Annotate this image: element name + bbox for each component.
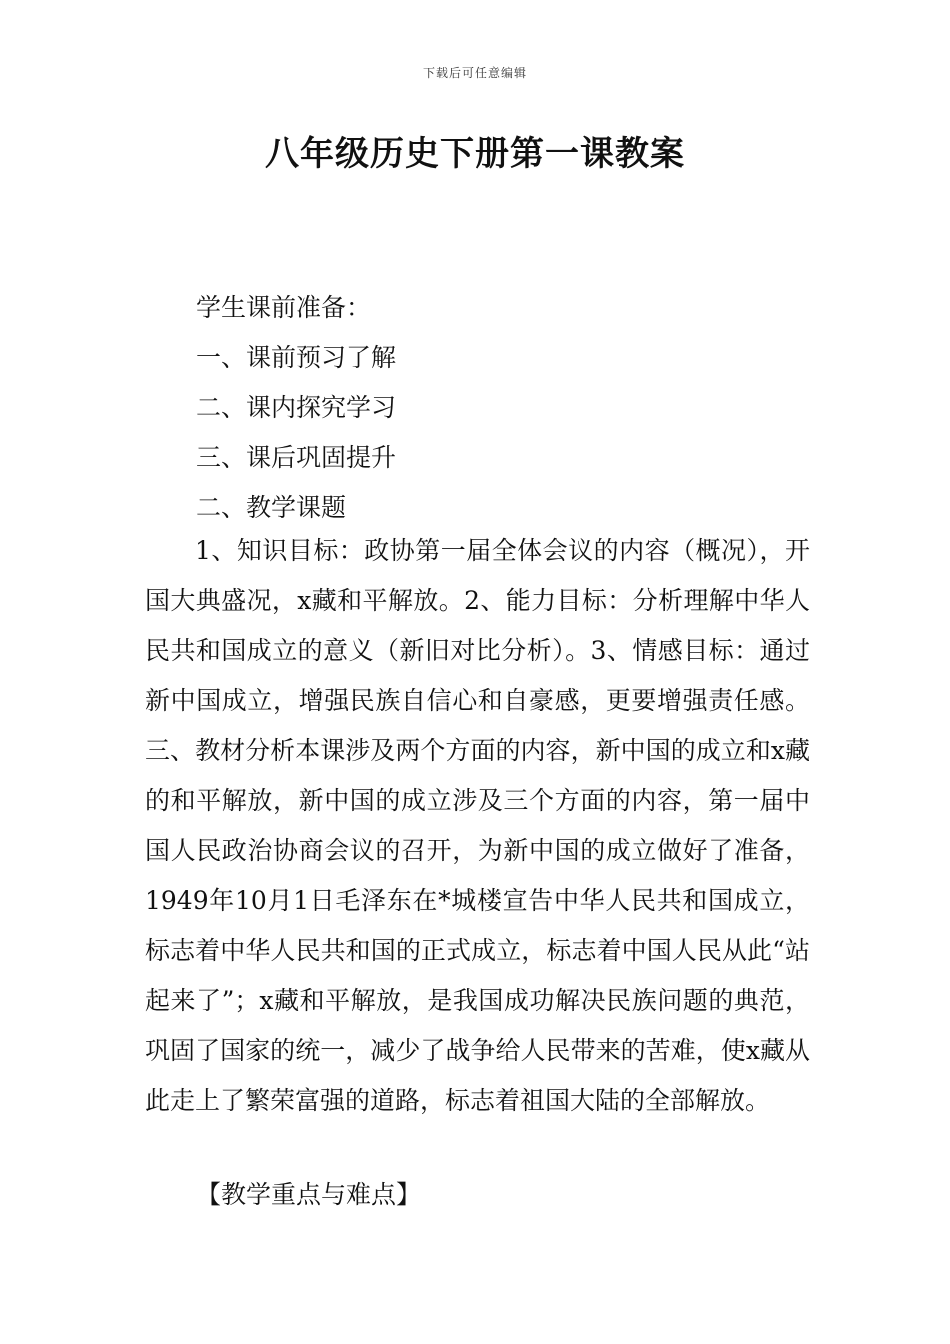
section-heading: 【教学重点与难点】 bbox=[196, 1180, 422, 1209]
outline-item-preparation: 学生课前准备： bbox=[196, 293, 372, 322]
outline-item-consolidation: 三、课后巩固提升 bbox=[196, 443, 397, 472]
outline-item-inquiry: 二、课内探究学习 bbox=[196, 393, 397, 422]
outline-item-preview: 一、课前预习了解 bbox=[196, 343, 397, 372]
page-title: 八年级历史下册第一课教案 bbox=[265, 134, 685, 174]
outline-list bbox=[196, 283, 836, 533]
body-paragraph: 1、知识目标：政协第一届全体会议的内容（概况），开国大典盛况，x藏和平解放。2、能力目标：分析理解中华人民共和国成立的意义（新旧对比分析）。3、情感目标：通过新中国成立，增强民族自信心和自豪感，更要增强责任感。三、教材分析本课涉及两个方面的内容，新中国的成立和x藏的和平解放，新中国的成立涉及三个方面的内容，第一届中国人民政治协商会议的召开，为新中国的成立做好了准备，1949年10月1日毛泽东在*城楼宣告中华人民共和国成立，标志着中华人民共和国的正式成立，标志着中国人民从此“站起来了”；x藏和平解放，是我国成功解决民族问题的典范，巩固了国家的统一，减少了战争给人民带来的苦难，使x藏从此走上了繁荣富强的道路，标志着祖国大陆的全部解放。 bbox=[145, 536, 810, 1115]
header-note: 下载后可任意编辑 bbox=[422, 66, 527, 80]
outline-item-topic: 二、教学课题 bbox=[196, 493, 347, 522]
